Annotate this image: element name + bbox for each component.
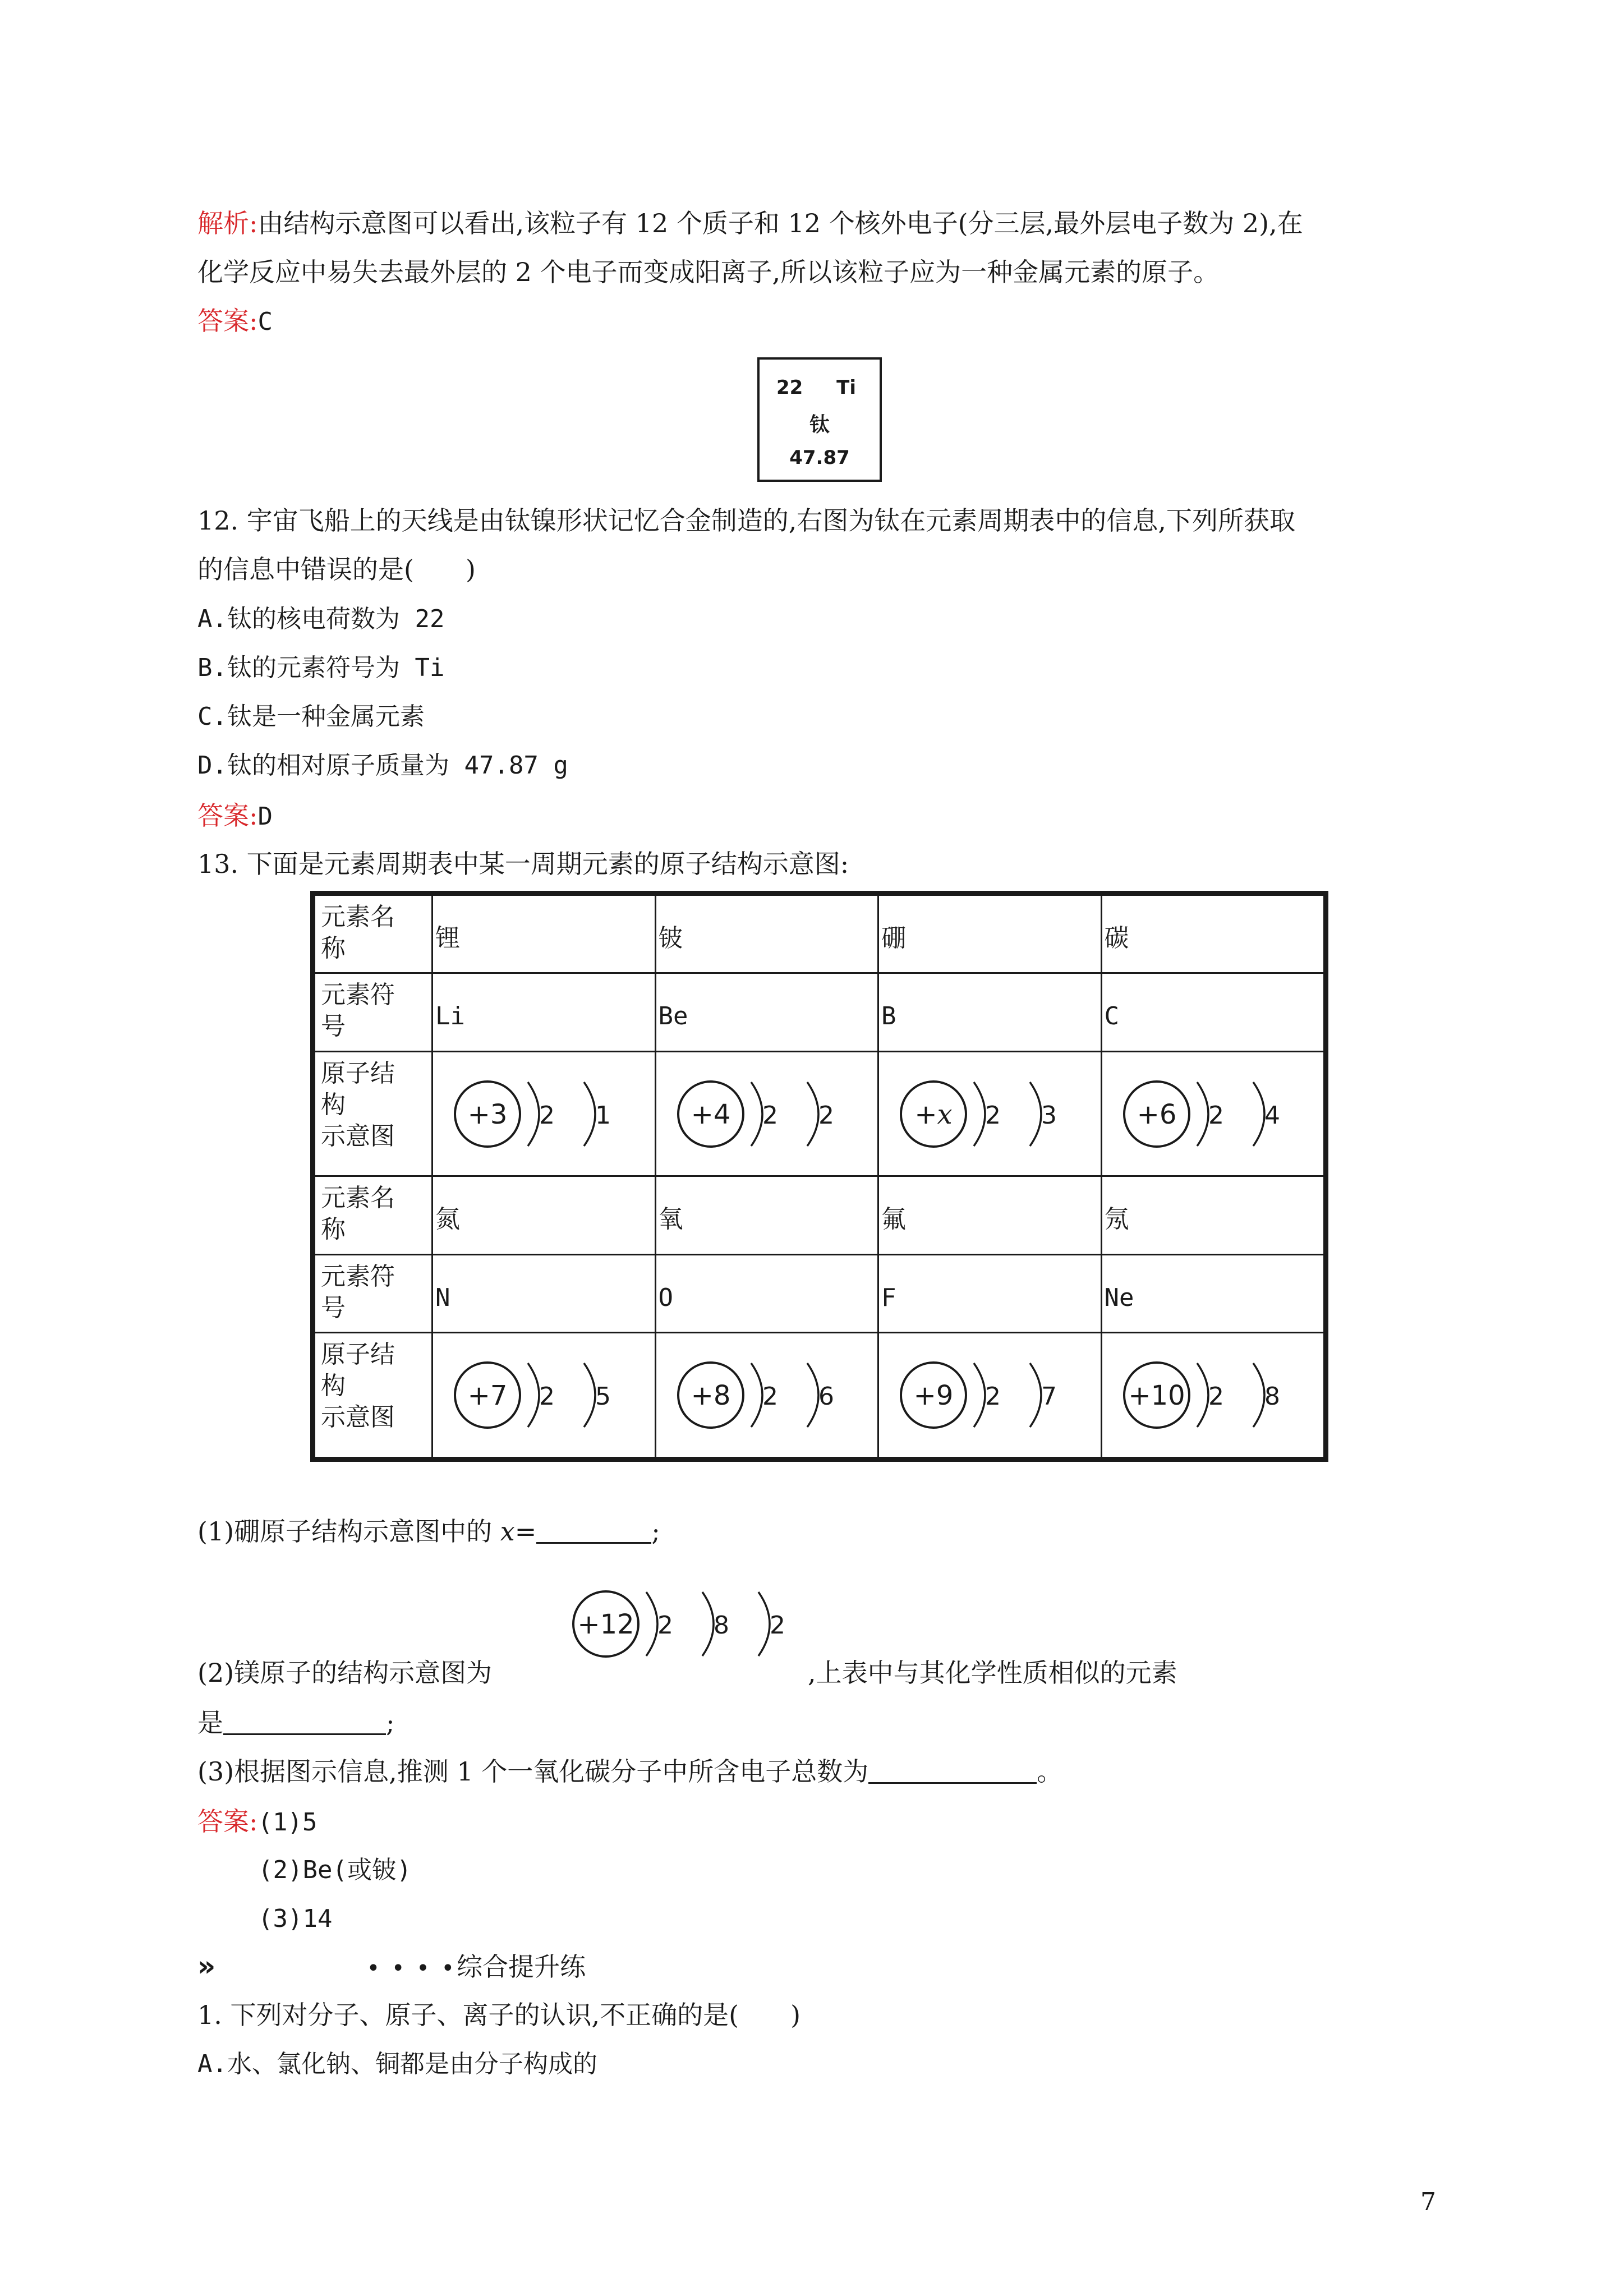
q13-answer-1: 答案:(1)5 <box>197 1806 318 1837</box>
section-heading <box>197 1949 586 1985</box>
atom-diagram <box>433 1051 656 1176</box>
atom-structure-svg <box>555 1576 802 1672</box>
q13-answer-label: 答案: <box>197 1806 258 1837</box>
shell-electron-count: 6 <box>818 1382 834 1411</box>
electron-shell-arc <box>1197 1363 1208 1427</box>
shell-electron-count: 8 <box>1264 1382 1280 1411</box>
q13-answer-3: (3)14 <box>258 1904 333 1933</box>
atom-diagram <box>1101 1333 1324 1458</box>
element-symbol-cell: Be <box>655 973 878 1051</box>
atom-structure-svg <box>883 1347 1096 1443</box>
row-label-name: 元素名 称 <box>315 1176 433 1254</box>
electron-shell-arc <box>1253 1082 1264 1146</box>
atom-diagram <box>655 1051 878 1176</box>
page-number: 7 <box>1420 2188 1436 2216</box>
q12-option-c: C.钛是一种金属元素 <box>197 702 425 731</box>
atom-diagram <box>878 1051 1102 1176</box>
q12-answer <box>197 799 273 834</box>
shell-electron-count: 2 <box>539 1382 555 1411</box>
shell-electron-count: 2 <box>985 1101 1001 1130</box>
row-label-symbol: 元素符 号 <box>315 1254 433 1332</box>
element-name-cell: 铍 <box>655 895 878 973</box>
analysis-text-1: 由结构示意图可以看出,该粒子有 12 个质子和 12 个核外电子(分三层,最外层电子数为 2),在 <box>257 208 1303 238</box>
variable-x: x <box>500 1516 515 1547</box>
shell-electron-count: 2 <box>762 1101 778 1130</box>
q13-stem: 13. 下面是元素周期表中某一周期元素的原子结构示意图: <box>197 849 849 879</box>
electron-shell-arc <box>646 1592 657 1656</box>
atom-diagram <box>433 1333 656 1458</box>
atomic-number: 22 <box>776 376 803 399</box>
element-name-cell: 锂 <box>433 895 656 973</box>
q12-answer-label: 答案: <box>197 800 258 831</box>
q12-option-b: B.钛的元素符号为 Ti <box>197 654 445 682</box>
q13-sub1: (1)硼原子结构示意图中的 x= ; <box>197 1516 660 1547</box>
electron-shell-arc <box>584 1363 595 1427</box>
answer-blank-3[interactable] <box>868 1757 1037 1784</box>
nucleus-charge: +x <box>914 1098 953 1130</box>
prev-answer <box>197 304 273 339</box>
electron-shell-arc <box>702 1592 714 1656</box>
atom-structure-svg <box>1106 1347 1319 1443</box>
analysis-line-2: 化学反应中易失去最外层的 2 个电子而变成阳离子,所以该粒子应为一种金属元素的原子。 <box>197 257 1220 287</box>
row-label-name: 元素名 称 <box>315 895 433 973</box>
shell-electron-count: 5 <box>595 1382 611 1411</box>
nucleus-charge: +10 <box>1128 1380 1185 1412</box>
shell-electron-count: 3 <box>1041 1101 1057 1130</box>
atom-structure-svg <box>883 1066 1096 1162</box>
nucleus-charge: +7 <box>467 1380 508 1412</box>
table-row-diagrams-1 <box>315 1051 1324 1176</box>
shell-electron-count: 1 <box>595 1101 611 1130</box>
section-title: 综合提升练 <box>457 1952 586 1982</box>
electron-shell-arc <box>1030 1363 1041 1427</box>
element-symbol-cell: B <box>878 973 1102 1051</box>
next-q-stem: 1. 下列对分子、原子、离子的认识,不正确的是( ) <box>197 2000 801 2030</box>
nucleus-charge: +12 <box>577 1609 634 1640</box>
atom-diagram <box>655 1333 878 1458</box>
element-symbol-cell: N <box>433 1254 656 1332</box>
atom-structure-svg <box>1106 1066 1319 1162</box>
element-symbol-cell: Ne <box>1101 1254 1324 1332</box>
element-symbol-cell: C <box>1101 973 1324 1051</box>
electron-shell-arc <box>528 1082 539 1146</box>
element-name-cell: 氟 <box>878 1176 1102 1254</box>
atom-structure-svg <box>660 1347 873 1443</box>
electron-shell-arc <box>751 1363 762 1427</box>
q13-sub3: (3)根据图示信息,推测 1 个一氧化碳分子中所含电子总数为 。 <box>197 1756 1063 1787</box>
atom-diagram <box>1101 1051 1324 1176</box>
shell-electron-count: 7 <box>1041 1382 1057 1411</box>
shell-electron-count: 2 <box>539 1101 555 1130</box>
element-name-cell: 氮 <box>433 1176 656 1254</box>
table-row-names-2 <box>315 1176 1324 1254</box>
element-symbol-cell: O <box>655 1254 878 1332</box>
shell-electron-count: 2 <box>1208 1101 1224 1130</box>
q12-option-a: A.钛的核电荷数为 22 <box>197 605 445 633</box>
table-row-symbols-1 <box>315 973 1324 1051</box>
shell-electron-count: 4 <box>1264 1101 1280 1130</box>
row-label-diagram: 原子结 构 示意图 <box>315 1051 433 1176</box>
electron-shell-arc <box>758 1592 770 1656</box>
shell-electron-count: 2 <box>657 1611 673 1640</box>
table-row-diagrams-2 <box>315 1333 1324 1458</box>
element-name-cell: 氧 <box>655 1176 878 1254</box>
element-name: 钛 <box>809 413 830 436</box>
analysis-line-1 <box>197 206 1303 240</box>
element-name-cell: 氖 <box>1101 1176 1324 1254</box>
q13-sub2-stem-suffix: ,上表中与其化学性质相似的元素 <box>808 1658 1177 1688</box>
nucleus-charge: +9 <box>913 1380 954 1412</box>
electron-shell-arc <box>584 1082 595 1146</box>
answer-blank-1[interactable] <box>536 1517 651 1544</box>
q13-answer-2: (2)Be(或铍) <box>258 1856 412 1884</box>
nucleus-charge: +6 <box>1137 1098 1177 1130</box>
electron-shell-arc <box>974 1082 985 1146</box>
prev-answer-label: 答案: <box>197 306 258 336</box>
shell-electron-count: 2 <box>762 1382 778 1411</box>
next-q-option-a: A.水、氯化钠、铜都是由分子构成的 <box>197 2050 597 2078</box>
double-chevron-icon: » <box>197 1950 216 1982</box>
row-label-diagram: 原子结 构 示意图 <box>315 1333 433 1458</box>
q12-answer-value: D <box>257 802 273 831</box>
atom-structure-svg <box>437 1066 650 1162</box>
shell-electron-count: 2 <box>770 1611 785 1640</box>
shell-electron-count: 8 <box>714 1611 729 1640</box>
answer-blank-2[interactable] <box>223 1709 386 1735</box>
q13-sub2-line2: 是 ; <box>197 1708 395 1738</box>
element-name-cell: 硼 <box>878 895 1102 973</box>
electron-shell-arc <box>974 1363 985 1427</box>
electron-shell-arc <box>807 1363 818 1427</box>
element-symbol: Ti <box>836 376 856 399</box>
q13-sub2-stem: (2)镁原子的结构示意图为 <box>197 1658 493 1688</box>
electron-shell-arc <box>807 1082 818 1146</box>
magnesium-atom-diagram <box>555 1576 802 1674</box>
element-symbol-cell: F <box>878 1254 1102 1332</box>
nucleus-charge: +4 <box>691 1098 731 1130</box>
table-row-names-1 <box>315 895 1324 973</box>
analysis-label: 解析: <box>197 208 258 238</box>
electron-shell-arc <box>528 1363 539 1427</box>
atomic-mass: 47.87 <box>789 447 850 469</box>
shell-electron-count: 2 <box>1208 1382 1224 1411</box>
nucleus-charge: +3 <box>467 1098 508 1130</box>
electron-shell-arc <box>1253 1363 1264 1427</box>
element-symbol-cell: Li <box>433 973 656 1051</box>
q12-stem-1: 12. 宇宙飞船上的天线是由钛镍形状记忆合金制造的,右图为钛在元素周期表中的信息,下列所获取 <box>197 505 1296 536</box>
q12-stem-2: 的信息中错误的是( ) <box>197 554 476 585</box>
nucleus-charge: +8 <box>691 1380 731 1412</box>
electron-shell-arc <box>1030 1082 1041 1146</box>
atom-structure-svg <box>437 1347 650 1443</box>
table-row-symbols-2 <box>315 1254 1324 1332</box>
prev-answer-value: C <box>257 307 273 336</box>
shell-electron-count: 2 <box>818 1101 834 1130</box>
titanium-element-box <box>757 357 882 482</box>
electron-shell-arc <box>751 1082 762 1146</box>
section-dots: • • • • <box>366 1955 457 1981</box>
shell-electron-count: 2 <box>985 1382 1001 1411</box>
element-name-cell: 碳 <box>1101 895 1324 973</box>
electron-shell-arc <box>1197 1082 1208 1146</box>
row-label-symbol: 元素符 号 <box>315 973 433 1051</box>
q12-option-d: D.钛的相对原子质量为 47.87 g <box>197 751 568 780</box>
atom-structure-svg <box>660 1066 873 1162</box>
periodic-structure-table <box>310 891 1328 1462</box>
atom-diagram <box>878 1333 1102 1458</box>
